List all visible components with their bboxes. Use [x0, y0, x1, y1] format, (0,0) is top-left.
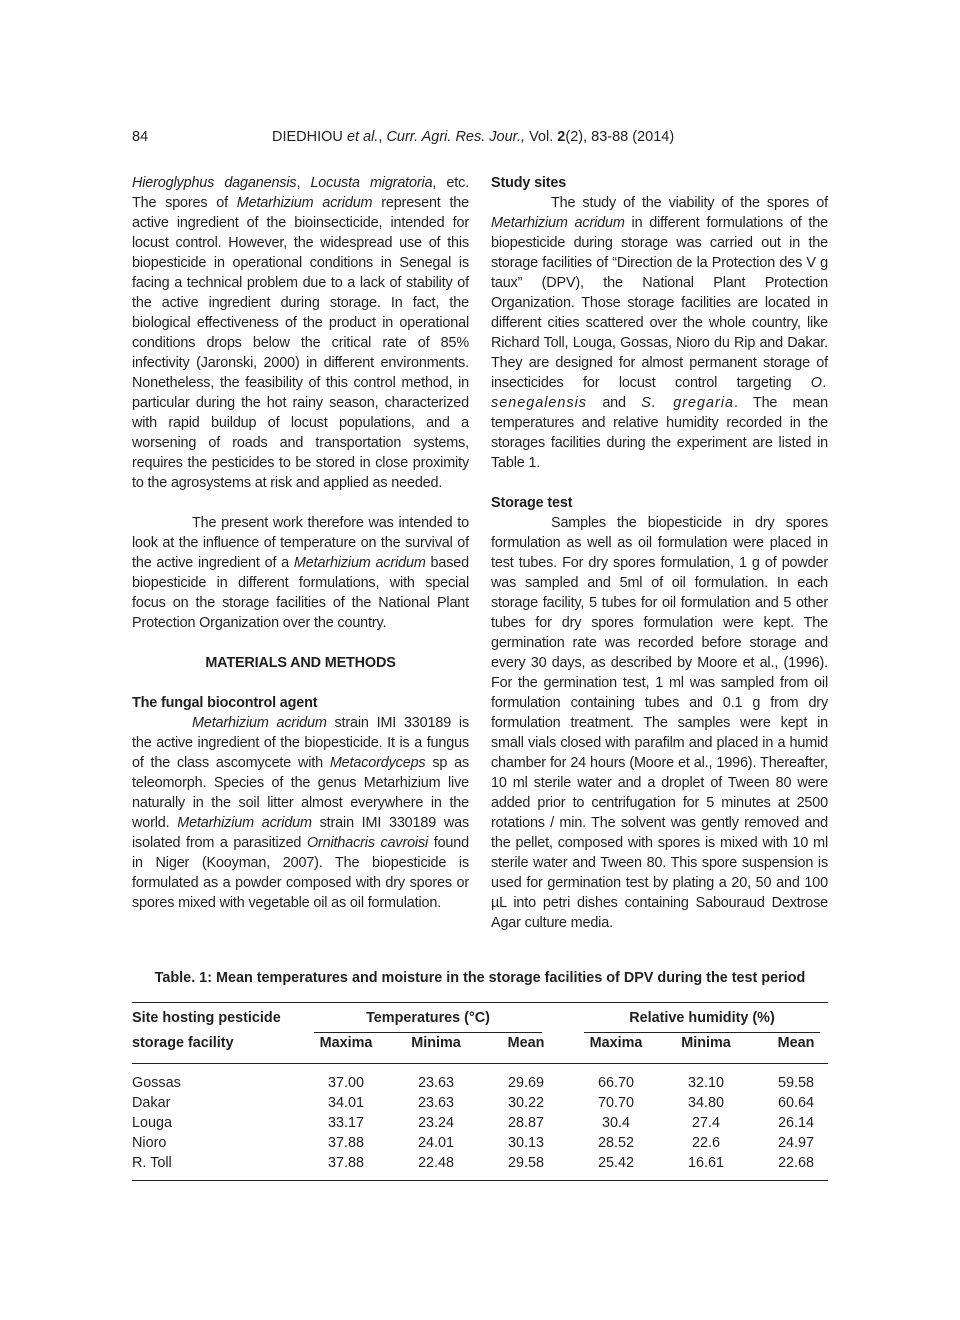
- running-header: [132, 129, 832, 149]
- text-span: represent the active ingredient of the bioinsecticide, intended for locust control. However, the widespread use of this biopesticide in operational conditions in Senegal is facing a technical problem due to a lack of stability of the active ingredient during storage. In fact, the biological effectiveness of the product in operational conditions drops below the critical rate of 85% infectivity (Jaronski, 2000) in different environments. Nonetheless, the feasibility of this control method, in particular during the hot rainy season, characterized with rapid buildup of locust populations, and a worsening of roads and transportation systems, requires the pesticides to be stored in close proximity to the agrosystems at risk and applied as needed.: [132, 195, 470, 491]
- species-name: Metarhizium acridum: [491, 215, 625, 231]
- agent-paragraph: [132, 713, 469, 913]
- table-cell: 26.14: [777, 1115, 814, 1131]
- table-row-site: Gossas: [132, 1075, 181, 1091]
- humidity-group-rule: [584, 1032, 820, 1033]
- text-span: strain IMI 330189 is the active ingredient of the biopesticide. It is a fungus of the class ascomycete with: [132, 715, 469, 771]
- table-cell: 30.13: [507, 1135, 544, 1151]
- header-issue-pages: (2), 83-88 (2014): [565, 129, 675, 145]
- header-journal: Curr. Agri. Res. Jour.,: [386, 129, 526, 145]
- header-etal: et al.: [346, 129, 379, 145]
- study-sites-paragraph: [491, 193, 828, 473]
- text-span: . The mean temperatures and relative humidity recorded in the storages facilities during the experiment are listed in Table 1.: [491, 395, 828, 471]
- species-name: Metarhizium acridum: [177, 815, 312, 831]
- text-span: ,: [296, 175, 311, 191]
- text-span: sp as teleomorph. Species of the genus Metarhizium live naturally in the soil litter almost everywhere in the world.: [132, 755, 469, 831]
- text-span: in different formulations of the biopesticide during storage was carried out in the storage facilities of “Direction de la Protection des V g taux” (DPV), the National Plant Protection Organization. Those storage facilities are located in different cities scattered over the whole country, like Richard Toll, Louga, Gossas, Nioro du Rip and Dakar. They are designed for almost permanent storage of insecticides for locust control targeting: [491, 215, 828, 391]
- table-cell: 28.87: [507, 1115, 544, 1131]
- text-span: strain IMI 330189 was isolated from a parasitized: [132, 815, 469, 851]
- table-header-rule: [132, 1063, 828, 1064]
- page-number: 84: [132, 129, 149, 145]
- table-row-site: Louga: [132, 1115, 173, 1131]
- table-cell: 16.61: [687, 1155, 724, 1171]
- table-cell: 33.17: [327, 1115, 364, 1131]
- table-caption: Table. 1: Mean temperatures and moisture in the storage facilities of DPV during the test period: [154, 970, 806, 986]
- journal-citation: DIEDHIOU et al., Curr. Agri. Res. Jour., Vol. 2(2), 83-88 (2014): [272, 129, 675, 145]
- table-cell: 59.58: [777, 1075, 814, 1091]
- table-cell: 30.4: [601, 1115, 630, 1131]
- temperature-group-rule: [314, 1032, 542, 1033]
- site-header: storage facility: [132, 1035, 234, 1051]
- table-cell: 60.64: [777, 1095, 814, 1111]
- table-cell: 34.01: [327, 1095, 364, 1111]
- intro-paragraph: [132, 173, 469, 493]
- table-cell: 22.68: [777, 1155, 814, 1171]
- text-span: found in Niger (Kooyman, 2007). The biopesticide is formulated as a powder composed with dry spores or spores mixed with vegetable oil as oil formulation.: [132, 835, 469, 911]
- table-cell: 25.42: [597, 1155, 634, 1171]
- right-column: [491, 173, 828, 933]
- species-name: Hieroglyphus daganensis: [132, 175, 297, 191]
- table-cell: 27.4: [691, 1115, 720, 1131]
- text-span: and: [587, 395, 642, 411]
- subsection-heading: The fungal biocontrol agent: [132, 695, 318, 711]
- aim-paragraph: [132, 513, 469, 633]
- text-span: The present work therefore was intended to look at the influence of temperature on the survival of the active ingredient of a: [132, 515, 469, 571]
- table-bottom-rule: [132, 1180, 828, 1181]
- table-cell: 34.80: [687, 1095, 724, 1111]
- table-cell: 23.63: [417, 1095, 454, 1111]
- species-name: S. gregaria: [641, 395, 735, 411]
- header-authors: DIEDHIOU: [272, 129, 343, 145]
- table-cell: 22.48: [417, 1155, 454, 1171]
- storage-test-heading: Storage test: [491, 495, 573, 511]
- table-row-site: Nioro: [132, 1135, 167, 1151]
- table-cell: 23.63: [417, 1075, 454, 1091]
- left-column: [132, 173, 469, 913]
- humidity-group-header: Relative humidity (%): [629, 1010, 775, 1026]
- temperature-group-header: Temperatures (°C): [366, 1010, 490, 1026]
- text-span: based biopesticide in different formulations, with special focus on the storage facilities of the National Plant Protection Organization over the country.: [132, 555, 469, 631]
- column-header: Maxima: [319, 1035, 373, 1051]
- column-header: Mean: [507, 1035, 545, 1051]
- table-cell: 24.01: [417, 1135, 454, 1151]
- table-cell: 66.70: [597, 1075, 634, 1091]
- table-top-rule: [132, 1002, 828, 1003]
- table-cell: 70.70: [597, 1095, 634, 1111]
- species-name: Metarhizium acridum: [293, 555, 426, 571]
- species-name: Ornithacris cavroisi: [306, 835, 429, 851]
- table-cell: 37.00: [327, 1075, 364, 1091]
- header-vol-prefix: Vol.: [529, 129, 554, 145]
- species-name: Metarhizium acridum: [192, 715, 327, 731]
- column-header: Minima: [411, 1035, 461, 1051]
- table-cell: 24.97: [777, 1135, 814, 1151]
- table-cell: 29.58: [507, 1155, 544, 1171]
- study-sites-heading: Study sites: [491, 175, 567, 191]
- species-name: Metarhizium acridum: [236, 195, 373, 211]
- table-row-site: R. Toll: [132, 1155, 172, 1171]
- table-cell: 37.88: [327, 1155, 364, 1171]
- table-cell: 32.10: [687, 1075, 724, 1091]
- table-cell: 28.52: [597, 1135, 634, 1151]
- table-cell: 23.24: [417, 1115, 454, 1131]
- header-volume: 2: [557, 129, 566, 145]
- column-header: Mean: [777, 1035, 815, 1051]
- table-cell: 37.88: [327, 1135, 364, 1151]
- text-span: , etc. The spores of: [132, 175, 470, 211]
- species-name: Locusta migratoria: [310, 175, 433, 191]
- table-cell: 22.6: [691, 1135, 720, 1151]
- text-span: The study of the viability of the spores of: [551, 195, 828, 211]
- table-cell: 30.22: [507, 1095, 544, 1111]
- table-row-site: Dakar: [132, 1095, 171, 1111]
- storage-test-paragraph: Samples the biopesticide in dry spores formulation as well as oil formulation were placed in test tubes. For dry spores formulation, 1 g of powder was sampled and 5ml of oil formulation. In each storage facility, 5 tubes for oil formulation and 5 other tubes for dry spores formulation were kept. The germination rate was recorded before storage and every 30 days, as described by Moore et al., (1996). For the germination test, 1 ml was sampled from oil formulation containing tubes and 0.1 g from dry formulation treatment. The samples were kept in small vials closed with parafilm and placed in a humid chamber for 24 hours (Moore et al., 1996). Thereafter, 10 ml sterile water and a droplet of Tween 80 were added prior to centrifugation for 5 minutes at 2500 rotations / min. The solvent was gently removed and the pellet, composed with spores is mixed with 10 ml sterile water and Tween 80. This spore suspension is used for germination test by plating a 20, 50 and 100 µL into petri dishes containing Sabouraud Dextrose Agar culture media.: [491, 515, 828, 931]
- species-name: O. senegalensis: [491, 375, 828, 411]
- site-header: Site hosting pesticide: [132, 1010, 281, 1026]
- column-header: Maxima: [589, 1035, 643, 1051]
- section-heading: MATERIALS AND METHODS: [205, 655, 396, 671]
- column-header: Minima: [681, 1035, 731, 1051]
- table-cell: 29.69: [507, 1075, 544, 1091]
- species-name: Metacordyceps: [329, 755, 426, 771]
